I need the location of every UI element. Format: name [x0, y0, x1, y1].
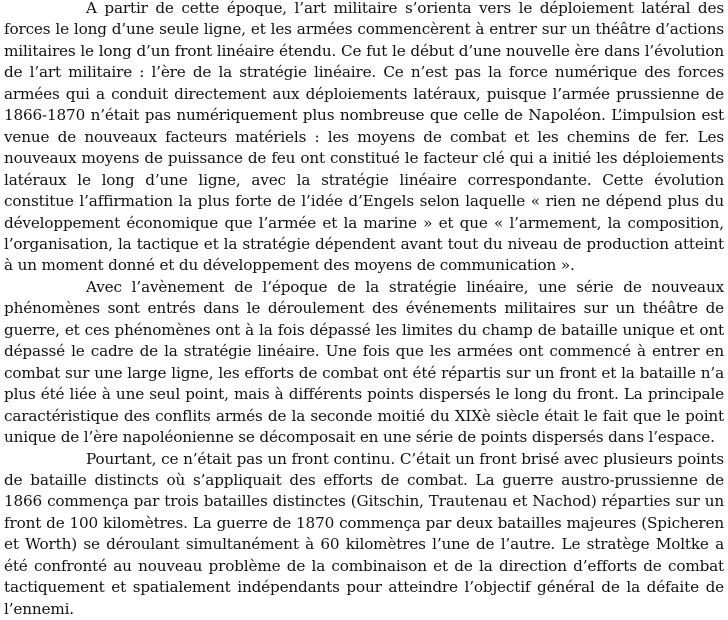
document-page — [4, 0, 724, 620]
paragraph-broken-front: Pourtant, ce n’était pas un front continu. C’était un front brisé avec plusieurs points de bataille distincts où s’appliquait des efforts de combat. La guerre austro-prussienne de 1866 commença par trois batailles distinctes (Gitschin, Trautenau et Nachod) réparties sur un front de 100 kilomètres. La guerre de 1870 commença par deux batailles majeures (Spicheren et Worth) se déroulant simultanément à 60 kilomètres l’une de l’autre. Le stratège Moltke a été confronté au nouveau problème de la combinaison et de la direction d’efforts de combat tactiquement et spatialement indépendants pour atteindre l’objectif général de la défaite de l’ennemi. — [4, 449, 724, 618]
paragraph-new-phenomena: Avec l’avènement de l’époque de la stratégie linéaire, une série de nouveaux phénomènes sont entrés dans le déroulement des événements militaires sur un théâtre de guerre, et ces phénomènes ont à la fois dépassé les limites du champ de bataille unique et ont dépassé le cadre de la stratégie linéaire. Une fois que les armées ont commencé à entrer en combat sur une large ligne, les efforts de combat ont été répartis sur un front et la bataille n’a plus été liée à une seul point, mais à différents points dispersés le long du front. La principale caractéristique des conflits armés de la seconde moitié du XIXè siècle était le fait que le point unique de l’ère napoléonienne se décomposait en une série de points dispersés dans l’espace. — [4, 277, 724, 447]
paragraph-linear-strategy-origin: A partir de cette époque, l’art militaire s’orienta vers le déploiement latéral des forces le long d’une seule ligne, et les armées commencèrent à entrer sur un théâtre d’actions militaires le long d’un front linéaire étendu. Ce fut le début d’une nouvelle ère dans l’évolution de l’art militaire : l’ère de la stratégie linéaire. Ce n’est pas la force numérique des forces armées qui a conduit directement aux déploiements latéraux, puisque l’armée prussienne de 1866-1870 n’était pas numériquement plus nombreuse que celle de Napoléon. L’impulsion est venue de nouveaux facteurs matériels : les moyens de combat et les chemins de fer. Les nouveaux moyens de puissance de feu ont constitué le facteur clé qui a initié les déploiements latéraux le long d’une ligne, avec la stratégie linéaire correspondante. Cette évolution constitue l’affirmation la plus forte de l’idée d’Engels selon laquelle « rien ne dépend plus du développement économique que l’armée et la marine » et que « l’armement, la composition, l’organisation, la tactique et la stratégie dépendent avant tout du niveau de production atteint à un moment donné et du développement des moyens de communication ». — [4, 0, 724, 275]
